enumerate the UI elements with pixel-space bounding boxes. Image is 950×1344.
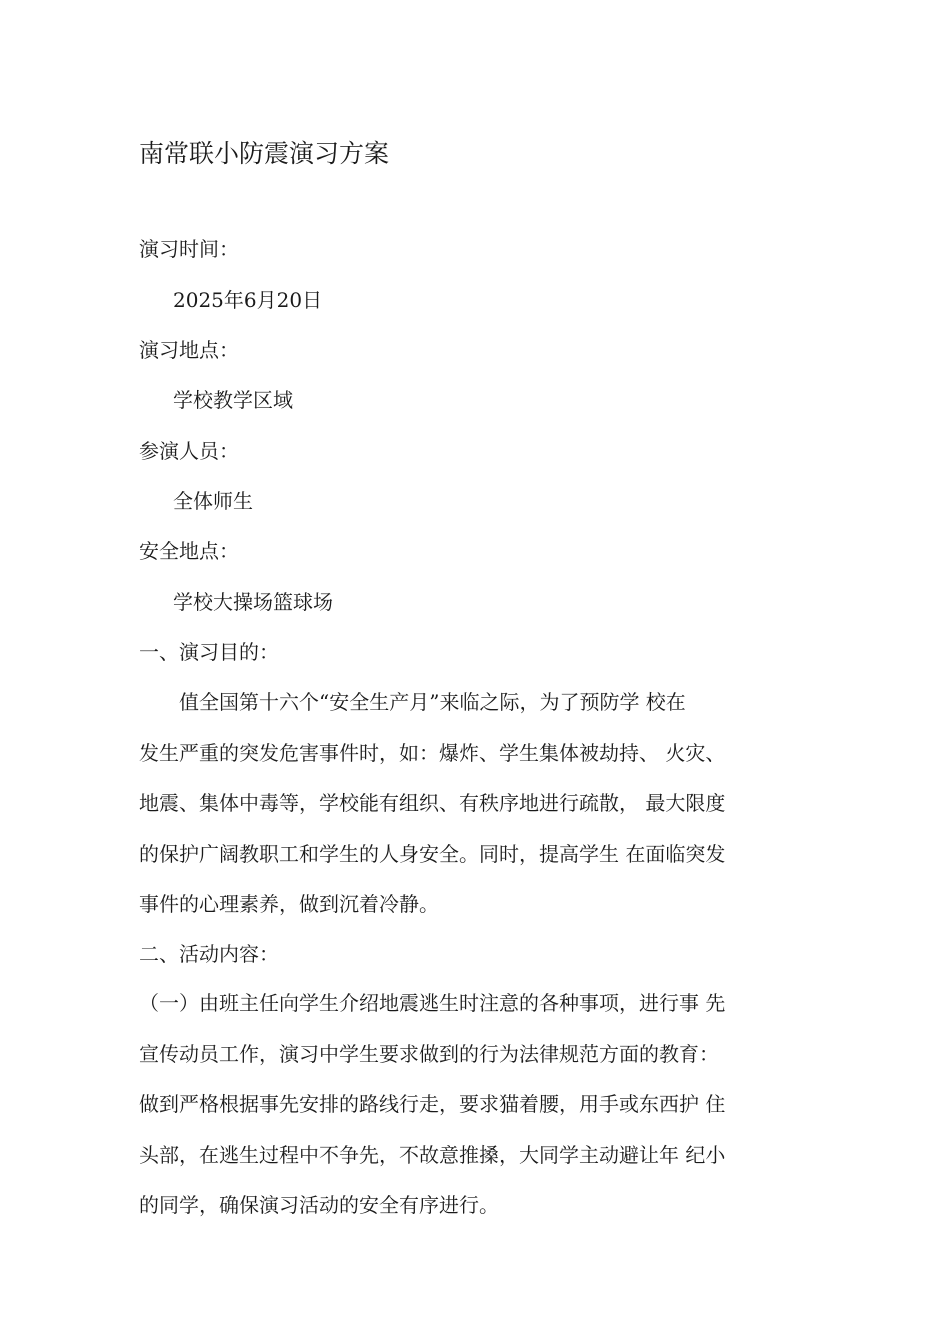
time-label: 演习时间：	[139, 237, 239, 261]
people-value: 全体师生	[173, 489, 253, 513]
place-value: 学校教学区域	[173, 388, 293, 412]
section-heading-content: 二、活动内容：	[139, 942, 279, 966]
paragraph-line: 的同学，确保演习活动的安全有序进行。	[139, 1193, 499, 1217]
content-paragraph	[139, 978, 819, 1231]
paragraph-line: 发生严重的突发危害事件时，如：爆炸、学生集体被劫持、 火灾、	[139, 740, 726, 765]
paragraph-line: （一）由班主任向学生介绍地震逃生时注意的各种事项，进行事 先	[139, 991, 726, 1015]
document-title: 南常联小防震演习方案	[139, 139, 390, 168]
paragraph-line: 宣传动员工作，演习中学生要求做到的行为法律规范方面的教育：	[139, 1041, 719, 1066]
paragraph-line: 做到严格根据事先安排的路线行走，要求猫着腰，用手或东西护 住	[139, 1092, 726, 1116]
paragraph-line: 事件的心理素养，做到沉着冷静。	[139, 892, 439, 916]
paragraph-line: 的保护广阔教职工和学生的人身安全。同时，提高学生 在面临突发	[139, 841, 726, 866]
paragraph-line: 头部，在逃生过程中不争先，不故意推搡，大同学主动避让年 纪小	[139, 1142, 726, 1167]
safe-place-label: 安全地点：	[139, 539, 239, 563]
purpose-paragraph	[139, 677, 819, 930]
place-label: 演习地点：	[139, 338, 239, 362]
paragraph-line: 值全国第十六个“安全生产月”来临之际，为了预防学 校在	[139, 690, 686, 714]
people-label: 参演人员：	[139, 439, 239, 463]
paragraph-line: 地震、集体中毒等，学校能有组织、有秩序地进行疏散， 最大限度	[139, 791, 726, 815]
time-value: 2025年6月20日	[173, 288, 323, 312]
safe-place-value: 学校大操场篮球场	[173, 590, 333, 614]
section-heading-purpose: 一、演习目的：	[139, 640, 279, 664]
